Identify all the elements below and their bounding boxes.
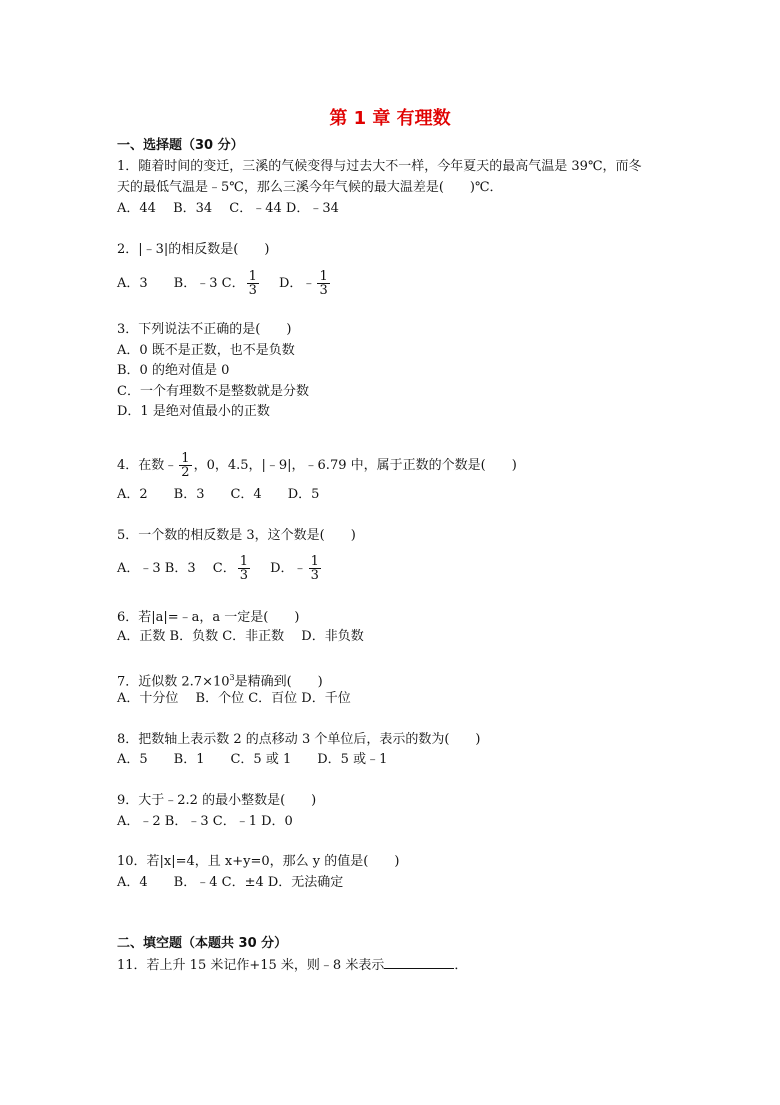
q7-options: A．十分位 B．个位 C．百位 D．千位: [117, 691, 351, 706]
page-title: 第 1 章 有理数: [329, 108, 451, 129]
q9-options: A．﹣2 B．﹣3 C．﹣1 D．0: [117, 814, 293, 829]
q2-option-abc: A．3 B．﹣3 C．: [117, 276, 245, 291]
q5-options: [117, 555, 323, 582]
q2-stem: 2．|﹣3|的相反数是( ): [117, 242, 270, 257]
q8-options: A．5 B．1 C．5 或 1 D．5 或﹣1: [117, 752, 388, 767]
q6-stem: 6．若|a|=﹣a，a 一定是( ): [117, 610, 300, 625]
q4-stem-pre: 4．在数﹣: [117, 458, 178, 473]
q11-answer-blank[interactable]: [384, 956, 454, 969]
q7-stem: [117, 669, 323, 691]
q11-stem: [117, 956, 467, 975]
q10-stem: 10．若|x|=4，且 x+y=0，那么 y 的值是( ): [117, 854, 400, 869]
q2-options: [117, 270, 332, 297]
q5-fraction-c: $\frac{1}{3}$: [239, 554, 248, 583]
section-heading-fill: 二、填空题（本题共 30 分）: [117, 936, 288, 951]
q2-fraction-c: $\frac{1}{3}$: [248, 269, 257, 298]
q2-option-d: D．﹣: [279, 276, 316, 291]
q3-stem: 3．下列说法不正确的是( ): [117, 322, 292, 337]
q3-option-a: A．0 既不是正数，也不是负数: [117, 343, 295, 358]
q7-exponent: 3: [229, 673, 235, 682]
q1-line1: 1．随着时间的变迁，三溪的气候变得与过去大不一样，今年夏天的最高气温是 39℃，而冬: [117, 159, 642, 174]
q2-fraction-d: $\frac{1}{3}$: [319, 269, 328, 298]
q1-line2: 天的最低气温是﹣5℃，那么三溪今年气候的最大温差是( )℃．: [117, 180, 503, 195]
q4-stem-post: ，0，4.5，|﹣9|，﹣6.79 中，属于正数的个数是( ): [193, 458, 517, 473]
q11-stem-post: ．: [454, 958, 468, 973]
q3-option-c: C．一个有理数不是整数就是分数: [117, 384, 309, 399]
q7-stem-post: 是精确到( ): [234, 674, 323, 690]
q9-stem: 9．大于﹣2.2 的最小整数是( ): [117, 793, 317, 808]
q5-fraction-d: $\frac{1}{3}$: [310, 554, 319, 583]
q4-stem: [117, 452, 517, 479]
q5-option-d: D．﹣: [270, 561, 307, 576]
q10-options: A．4 B．﹣4 C．±4 D．无法确定: [117, 875, 344, 890]
q4-options: A．2 B．3 C．4 D．5: [117, 487, 320, 502]
q6-options: A．正数 B．负数 C．非正数 D．非负数: [117, 629, 364, 644]
section-heading-choice: 一、选择题（30 分）: [117, 138, 244, 153]
q7-stem-pre: 7．近似数 2.7×10: [117, 674, 230, 690]
q1-options: A．44 B．34 C．﹣44 D．﹣34: [117, 201, 339, 216]
q5-stem: 5．一个数的相反数是 3，这个数是( ): [117, 528, 356, 543]
q4-fraction: $\frac{1}{2}$: [181, 451, 190, 480]
q8-stem: 8．把数轴上表示数 2 的点移动 3 个单位后，表示的数为( ): [117, 732, 481, 747]
q3-option-d: D．1 是绝对值最小的正数: [117, 404, 270, 419]
q11-stem-pre: 11．若上升 15 米记作+15 米，则﹣8 米表示: [117, 958, 385, 973]
q3-option-b: B．0 的绝对值是 0: [117, 363, 230, 378]
q5-option-abc: A．﹣3 B．3 C．: [117, 561, 236, 576]
